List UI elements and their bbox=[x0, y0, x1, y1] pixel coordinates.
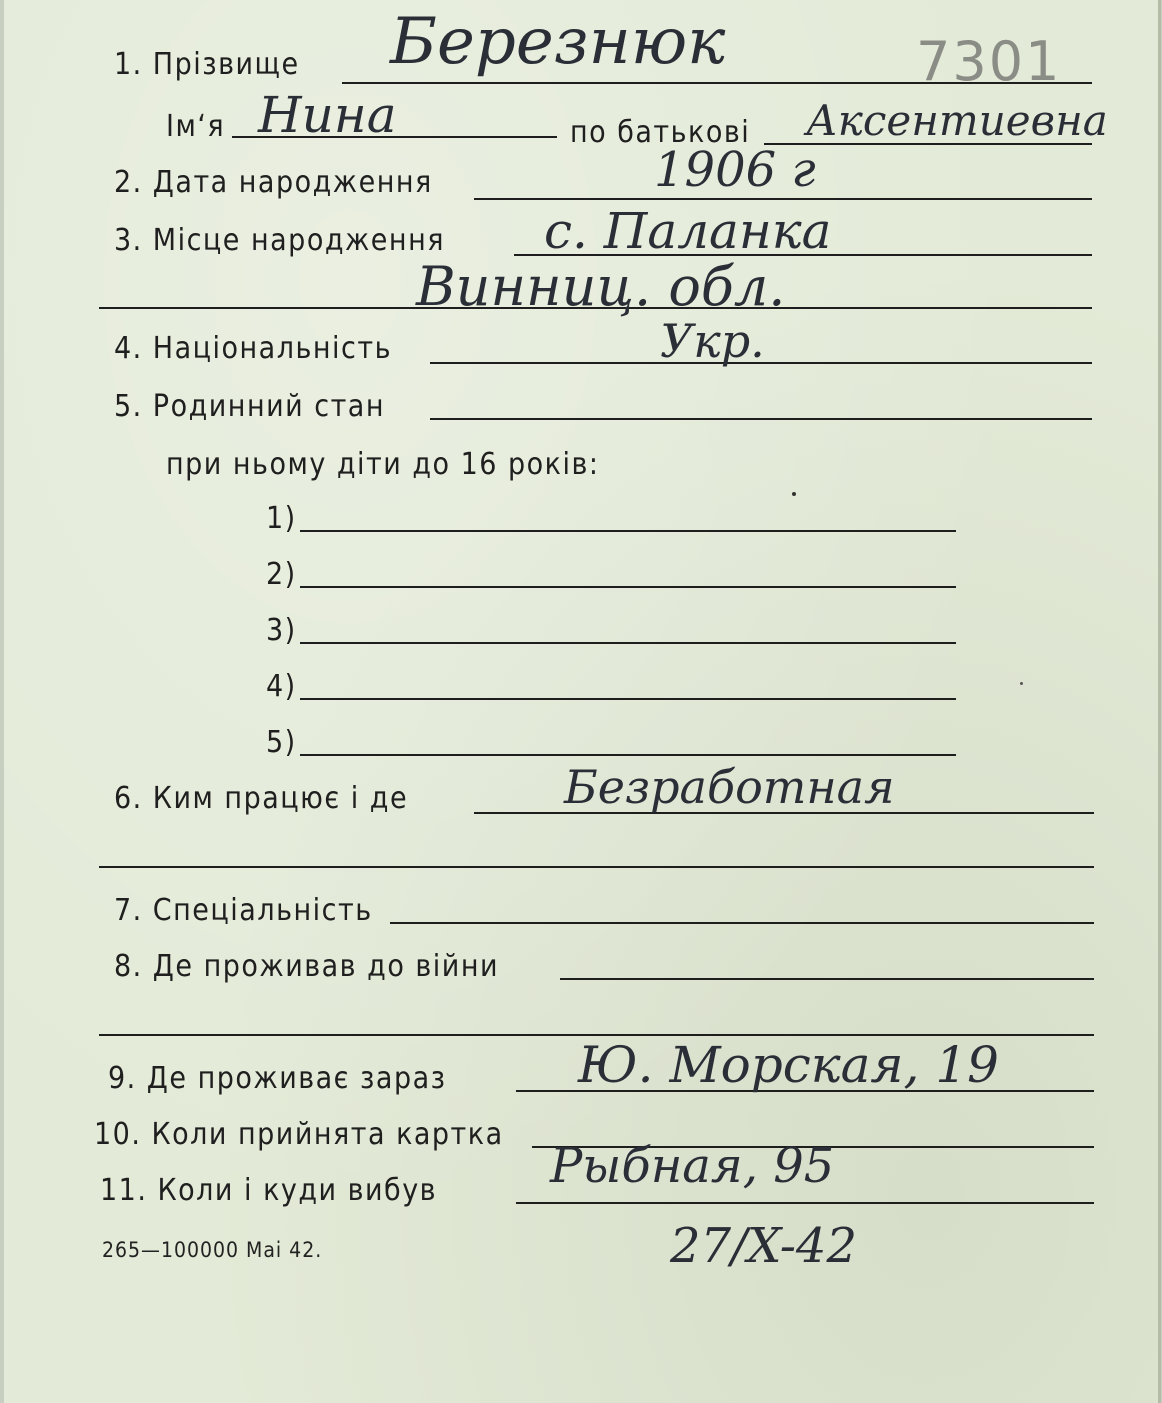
departure-line bbox=[516, 1202, 1094, 1204]
birth-place-value[interactable]: с. Паланка bbox=[544, 202, 832, 260]
occupation-value[interactable]: Безработная bbox=[564, 760, 895, 814]
marital-status-label: 5. Родинний стан bbox=[114, 389, 385, 424]
departure-label: 11. Коли і куди вибув bbox=[100, 1173, 438, 1208]
child-1-line bbox=[300, 530, 956, 532]
card-number: 7301 bbox=[916, 30, 1062, 93]
birth-date-line bbox=[474, 198, 1092, 200]
specialty-line bbox=[390, 922, 1094, 924]
patronymic-label: по батькові bbox=[570, 115, 751, 150]
occupation-label: 6. Ким працює і де bbox=[114, 781, 409, 816]
paper-speck bbox=[1020, 682, 1023, 685]
current-residence-label: 9. Де проживає зараз bbox=[108, 1061, 447, 1096]
print-code: 265—100000 Mai 42. bbox=[102, 1238, 323, 1262]
child-2-num: 2) bbox=[266, 557, 297, 592]
paper-speck bbox=[792, 492, 796, 496]
current-residence-value[interactable]: Ю. Морская, 19 bbox=[578, 1036, 999, 1094]
occupation-line-2 bbox=[99, 866, 1094, 868]
child-2-line bbox=[300, 586, 956, 588]
registration-card bbox=[4, 0, 1161, 1403]
child-4-num: 4) bbox=[266, 669, 297, 704]
prewar-residence-line bbox=[560, 978, 1094, 980]
birth-date-value[interactable]: 1906 г bbox=[654, 142, 816, 198]
first-name-label: Ім‘я bbox=[166, 109, 226, 144]
child-3-line bbox=[300, 642, 956, 644]
departure-date[interactable]: 27/X-42 bbox=[670, 1218, 858, 1274]
nationality-label: 4. Національність bbox=[114, 331, 392, 366]
first-name-value[interactable]: Нина bbox=[258, 86, 397, 144]
prewar-residence-label: 8. Де проживав до війни bbox=[114, 949, 500, 984]
nationality-value[interactable]: Укр. bbox=[660, 314, 765, 368]
departure-value[interactable]: Рыбная, 95 bbox=[550, 1138, 835, 1194]
child-4-line bbox=[300, 698, 956, 700]
child-5-num: 5) bbox=[266, 725, 297, 760]
surname-value[interactable]: Березнюк bbox=[390, 5, 726, 79]
surname-label: 1. Прізвище bbox=[114, 47, 300, 82]
birth-place-value-2[interactable]: Винниц. обл. bbox=[416, 255, 786, 318]
child-5-line bbox=[300, 754, 956, 756]
card-accepted-label: 10. Коли прийнята картка bbox=[94, 1117, 504, 1152]
birth-date-label: 2. Дата народження bbox=[114, 165, 433, 200]
surname-line bbox=[342, 82, 1092, 84]
birth-place-label: 3. Місце народження bbox=[114, 223, 445, 258]
child-1-num: 1) bbox=[266, 501, 297, 536]
children-caption: при ньому діти до 16 років: bbox=[166, 447, 600, 482]
marital-status-line bbox=[430, 418, 1092, 420]
patronymic-value[interactable]: Аксентиевна bbox=[806, 96, 1108, 145]
specialty-label: 7. Спеціальність bbox=[114, 893, 373, 928]
child-3-num: 3) bbox=[266, 613, 297, 648]
